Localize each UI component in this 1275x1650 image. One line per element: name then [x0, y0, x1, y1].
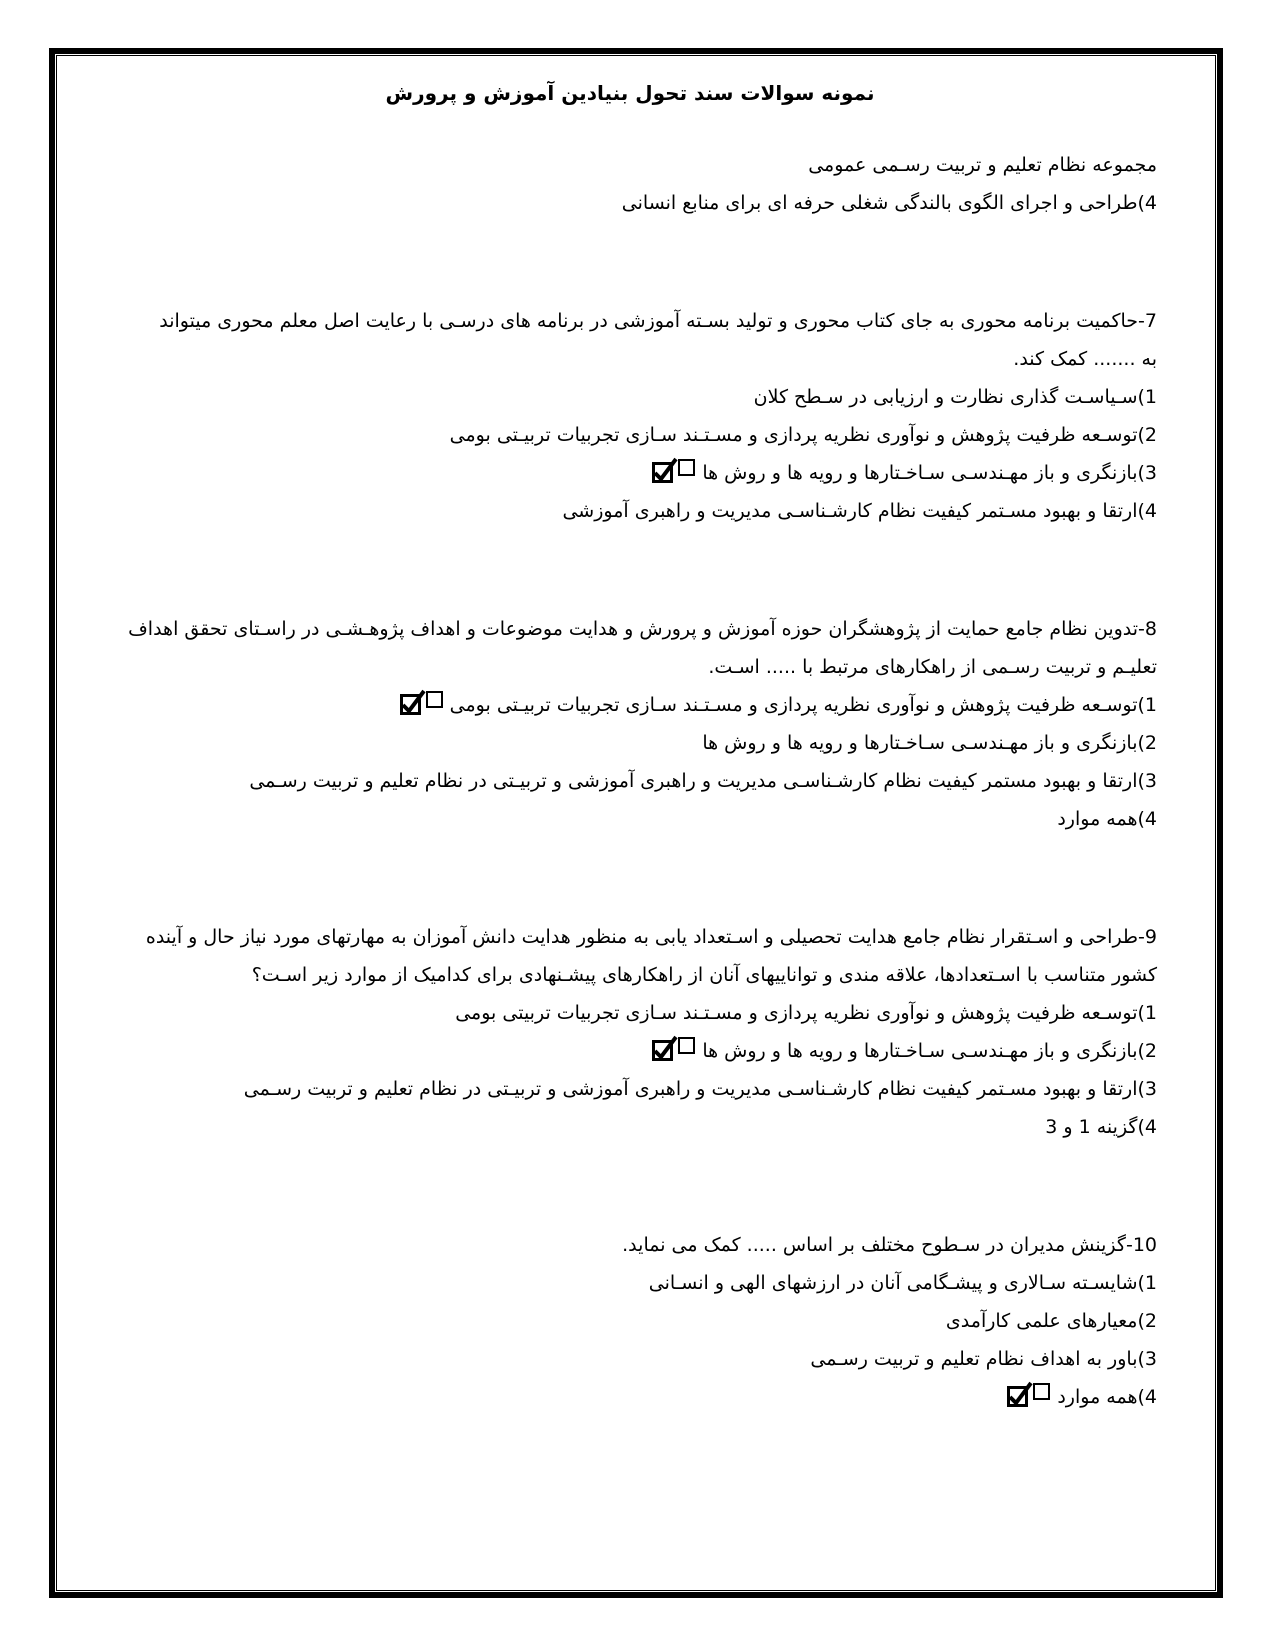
intro-line: 4)طراحی و اجرای الگوی بالندگی شغلی حرفه ای برای منابع انسانی [621, 192, 1157, 214]
answer-option [103, 1108, 1157, 1146]
answer-option-text: 1)شایسـته سـالاری و پیشـگامی آنان در ارزشهای الهی و انسـانی [648, 1272, 1157, 1294]
page-content [57, 56, 1215, 1590]
page-border-inner-line [56, 55, 1216, 1591]
page-border-frame [49, 48, 1223, 1598]
intro-block [103, 146, 1157, 222]
answer-option [103, 724, 1157, 762]
answer-option-text: 2)معیارهای علمی کارآمدی [945, 1310, 1157, 1332]
intro-line: مجموعه نظام تعلیم و تربیت رسـمی عمومی [808, 154, 1157, 176]
question-text-line: 10-گزینش مدیران در سـطوح مختلف بر اساس ..... کمک می نماید. [622, 1234, 1157, 1256]
answer-option [103, 378, 1157, 416]
answer-option-text: 3)ارتقا و بهبود مستمر کیفیت نظام کارشـناسـی مدیریت و راهبری آموزشی و تربیـتی در نظام تعلیم و تربیت رسـمی [249, 770, 1157, 792]
answer-option [103, 1070, 1157, 1108]
empty-checkbox-icon [1033, 1383, 1050, 1400]
answer-option-marked [103, 454, 1157, 492]
question-text-line: 9-طراحی و اسـتقرار نظام جامع هدایت تحصیلی و اسـتعداد یابی به منظور هدایت دانش آموزان به مهارتهای مورد نیاز حال و آینده [145, 926, 1157, 948]
answer-option-marked [103, 1032, 1157, 1070]
checked-checkbox-icon [652, 1040, 673, 1061]
answer-option-text: 4)گزینه 1 و 3 [1045, 1116, 1157, 1138]
empty-checkbox-icon [678, 1037, 695, 1054]
answer-option-text: 4)همه موارد [1057, 1386, 1157, 1408]
answer-option [103, 492, 1157, 530]
empty-checkbox-icon [426, 691, 443, 708]
answer-option [103, 762, 1157, 800]
answer-option [103, 1264, 1157, 1302]
checked-checkbox-icon [400, 694, 421, 715]
question-text-line: 7-حاکمیت برنامه محوری به جای کتاب محوری و تولید بسـته آموزشی در برنامه های درسـی با رعایت اصل معلم محوری میتواند [159, 310, 1157, 332]
answer-option-text: 4)همه موارد [1057, 808, 1157, 830]
question-text-line: به ....... کمک کند. [1013, 348, 1157, 370]
question-text-line: تعلیـم و تربیت رسـمی از راهکارهای مرتبط با ..... اسـت. [708, 656, 1157, 678]
answer-option-marked [103, 686, 1157, 724]
answer-option-text: 1)توسـعه ظرفیت پژوهش و نوآوری نظریه پردازی و مسـتـند سـازی تجربیات تربیتی بومی [455, 1002, 1157, 1024]
question-text-line: 8-تدوین نظام جامع حمایت از پژوهشگران حوزه آموزش و پرورش و هدایت موضوعات و اهداف پژوهـشـی در راسـتای تحقق اهداف [128, 618, 1157, 640]
answer-option-text: 2)بازنگری و باز مهـندسـی سـاخـتارها و رویه ها و روش ها [702, 732, 1157, 754]
answer-option-text: 1)توسـعه ظرفیت پژوهش و نوآوری نظریه پردازی و مسـتـند سـازی تجربیات تربیـتی بومی [449, 694, 1157, 716]
checked-checkbox-icon [652, 462, 673, 483]
question-8 [103, 610, 1157, 838]
answer-option-text: 1)سـیاسـت گذاری نظارت و ارزیابی در سـطح کلان [753, 386, 1157, 408]
checked-checkbox-icon [1007, 1386, 1028, 1407]
question-9 [103, 918, 1157, 1146]
answer-option [103, 994, 1157, 1032]
empty-checkbox-icon [678, 459, 695, 476]
answer-option [103, 800, 1157, 838]
answer-option-text: 3)ارتقا و بهبود مسـتمر کیفیت نظام کارشـناسـی مدیریت و راهبری آموزشی و تربیـتی در نظام تعلیم و تربیت رسـمی [243, 1078, 1157, 1100]
question-7 [103, 302, 1157, 530]
document-title: نمونه سوالات سند تحول بنیادین آموزش و پرورش [385, 81, 875, 105]
answer-option-text: 2)بازنگری و باز مهـندسـی سـاخـتارها و رویه ها و روش ها [702, 1040, 1157, 1062]
answer-option-text: 3)باور به اهداف نظام تعلیم و تربیت رسـمی [810, 1348, 1157, 1370]
answer-option-text: 2)توسـعه ظرفیت پژوهش و نوآوری نظریه پردازی و مسـتـند سـازی تجربیات تربیـتی بومی [449, 424, 1157, 446]
answer-option-text: 4)ارتقا و بهبود مسـتمر کیفیت نظام کارشـناسـی مدیریت و راهبری آموزشی [562, 500, 1157, 522]
question-10 [103, 1226, 1157, 1416]
question-text-line: کشور متناسب با اسـتعدادها، علاقه مندی و تواناییهای آنان از راهکارهای پیشـنهادی برای کدامیک از موارد زیر اسـت؟ [251, 964, 1157, 986]
answer-option-marked [103, 1378, 1157, 1416]
answer-option [103, 1340, 1157, 1378]
answer-option-text: 3)بازنگری و باز مهـندسـی سـاخـتارها و رویه ها و روش ها [702, 462, 1157, 484]
answer-option [103, 1302, 1157, 1340]
answer-option [103, 416, 1157, 454]
